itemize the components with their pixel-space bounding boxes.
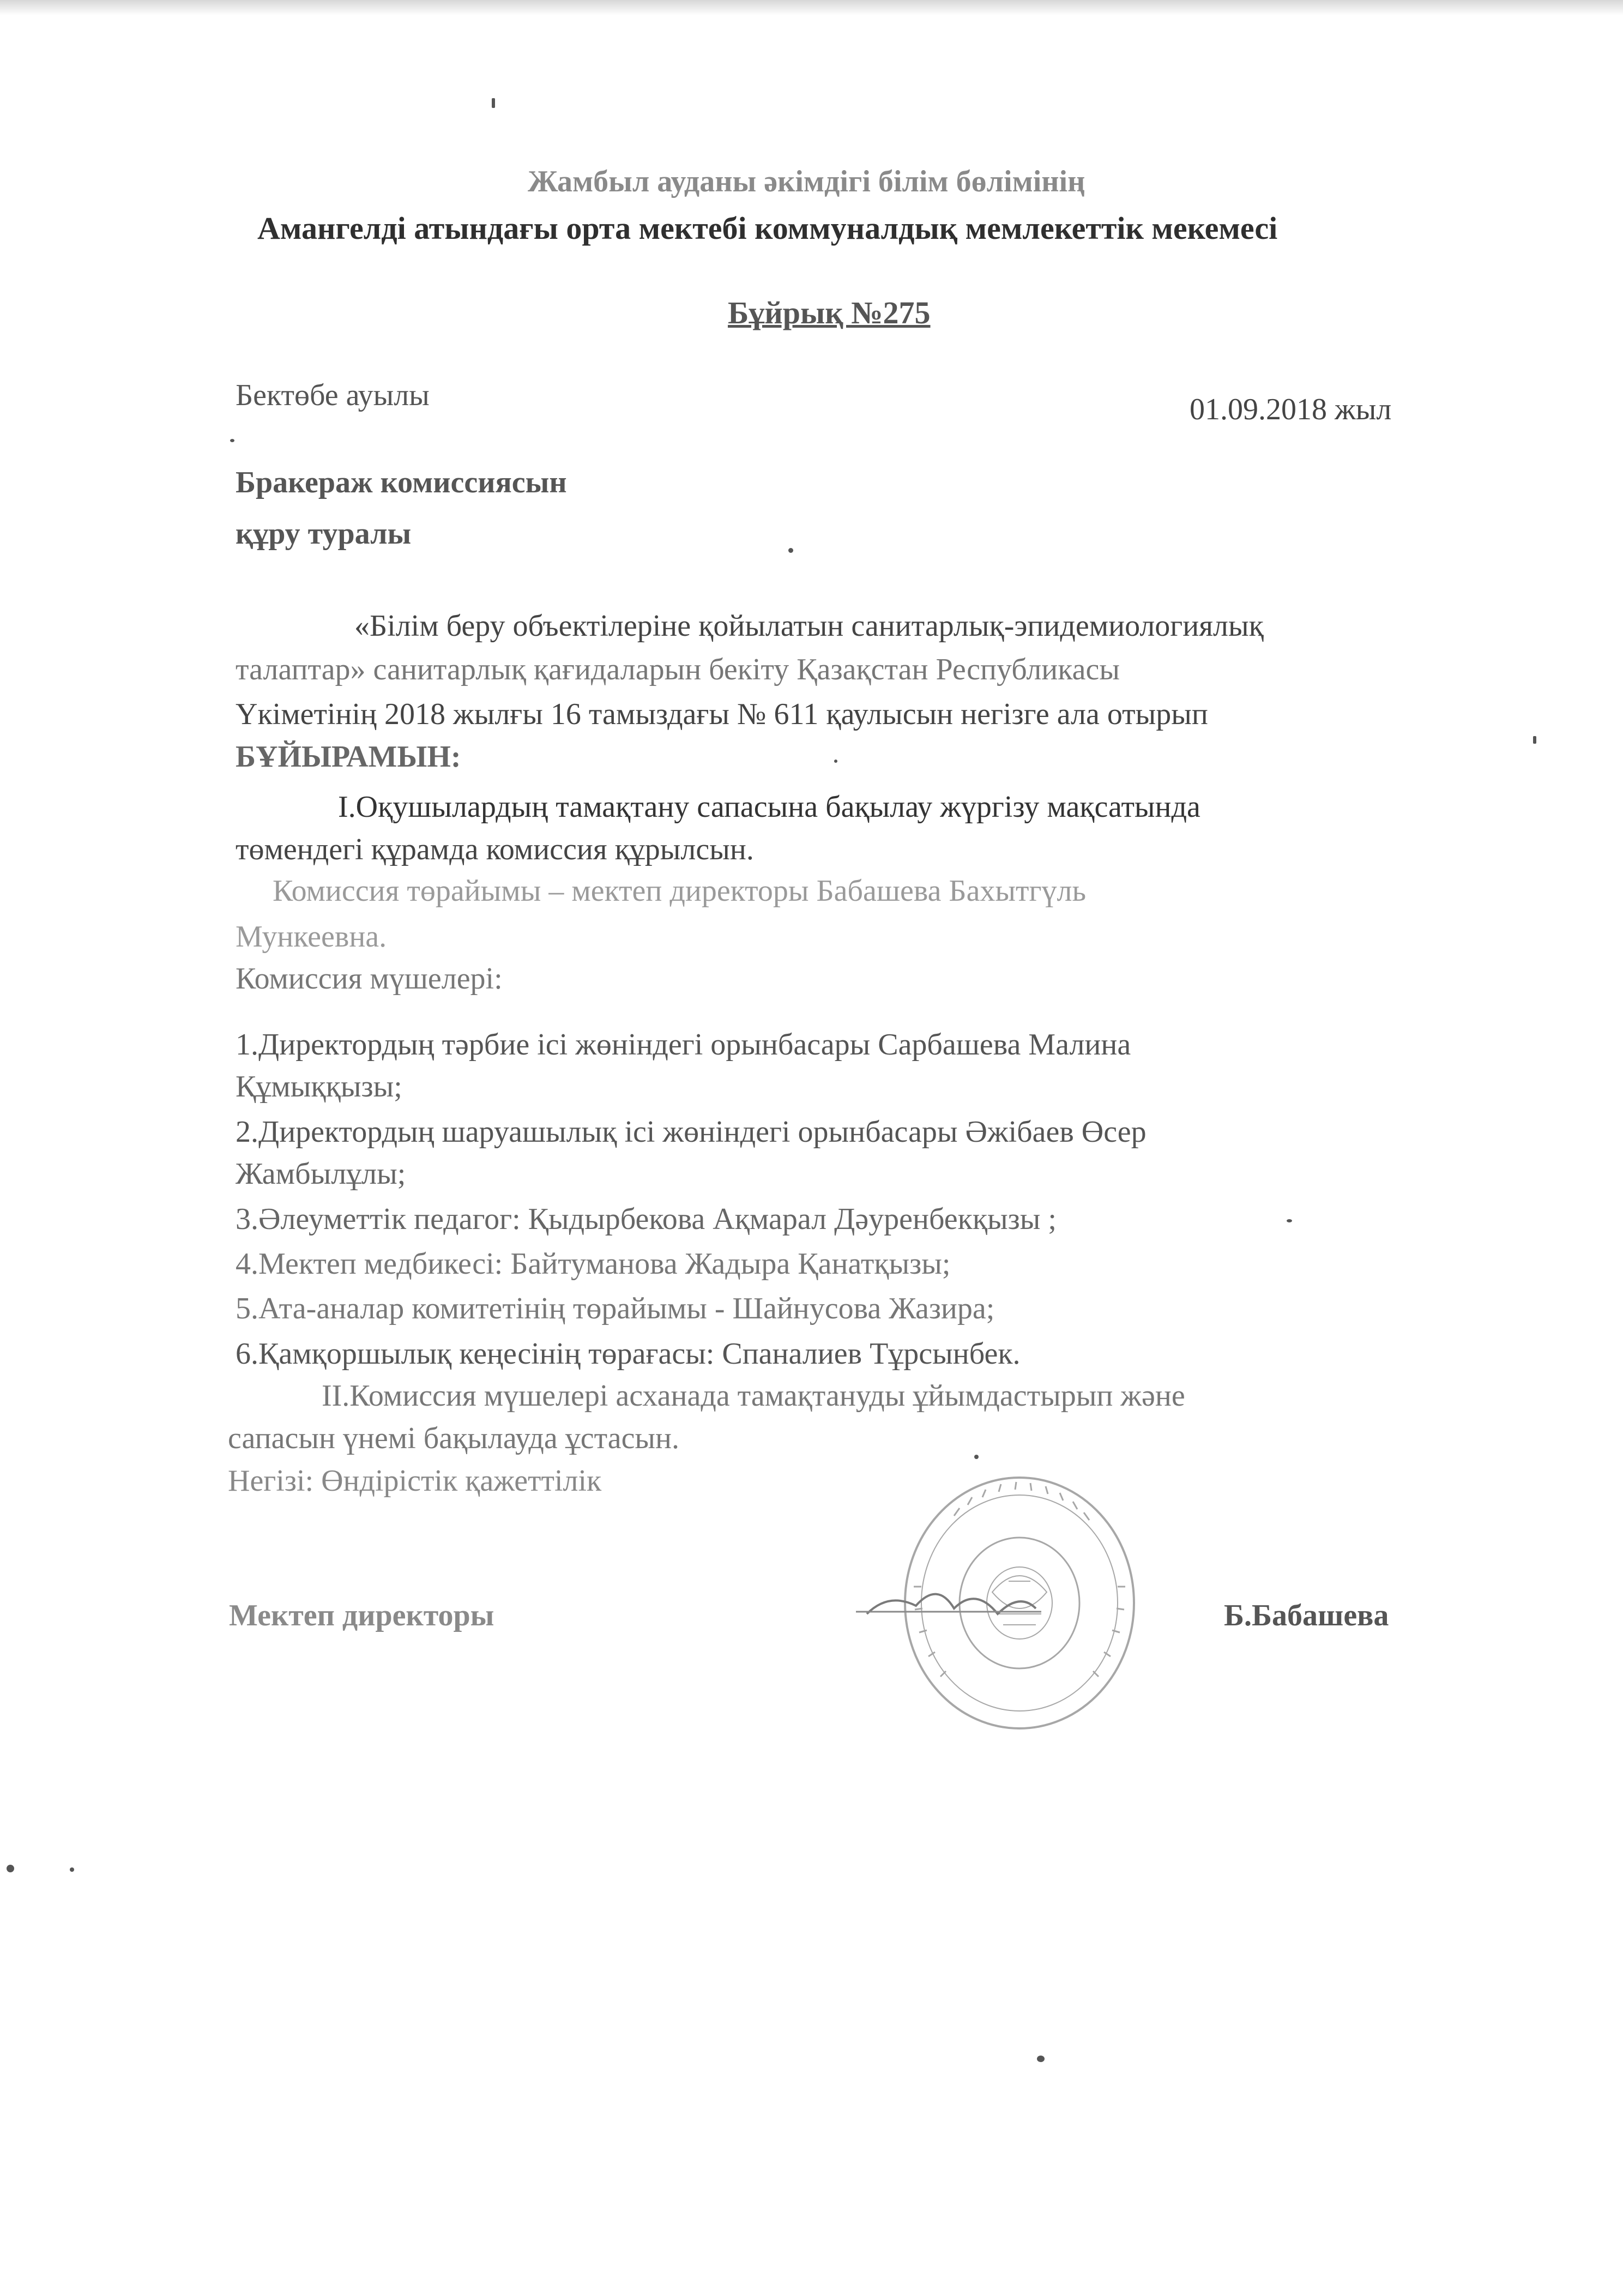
member-4: 4.Мектеп медбикесі: Байтуманова Жадыра Қанатқызы; — [236, 1247, 951, 1281]
header-line-1: Жамбыл ауданы әкімдігі білім бөлімінің — [528, 165, 1085, 198]
scan-edge-shadow — [0, 0, 1623, 15]
member-3: 3.Әлеуметтік педагог: Қыдырбекова Ақмарал Дәуренбекқызы ; — [236, 1202, 1057, 1236]
members-label: Комиссия мүшелері: — [236, 962, 503, 996]
signature-name: Б.Бабашева — [1224, 1599, 1389, 1632]
signature-role: Мектеп директоры — [229, 1599, 494, 1632]
intro-line-2: талаптар» санитарлық қағидаларын бекіту Қазақстан Республикасы — [236, 653, 1120, 686]
member-2-line-1: 2.Директордың шаруашылық ісі жөніндегі орынбасары Әжібаев Өсер — [236, 1115, 1147, 1149]
intro-line-1: «Білім беру объектілеріне қойылатын санитарлық-эпидемиологиялық — [354, 609, 1264, 643]
paragraph-1-line-1: I.Оқушылардың тамақтану сапасына бақылау жүргізу мақсатында — [338, 790, 1200, 824]
paragraph-2-line-1: II.Комиссия мүшелері асханада тамақтануды ұйымдастырып және — [322, 1379, 1185, 1413]
basis: Негізі: Өндірістік қажеттілік — [228, 1464, 602, 1498]
official-seal-icon — [856, 1450, 1150, 1756]
member-2-line-2: Жамбылұлы; — [236, 1157, 406, 1191]
member-5: 5.Ата-аналар комитетінің төрайымы - Шайнусова Жазира; — [236, 1292, 995, 1325]
member-1-line-2: Құмыққызы; — [236, 1070, 402, 1104]
paragraph-1-line-2: төмендегі құрамда комиссия құрылсын. — [236, 833, 754, 866]
header-line-2: Амангелді атындағы орта мектебі коммуналдық мемлекеттік мекемесі — [257, 210, 1278, 246]
intro-line-3: Үкіметінің 2018 жылғы 16 тамыздағы № 611 қаулысын негізге ала отырып — [236, 697, 1208, 731]
order-title: Бұйрық №275 — [728, 295, 931, 330]
member-6: 6.Қамқоршылық кеңесінің төрағасы: Спаналиев Тұрсынбек. — [236, 1337, 1021, 1371]
place: Бектөбе ауылы — [236, 378, 430, 412]
subject-line-2: құру туралы — [236, 517, 412, 551]
paragraph-2-line-2: сапасын үнемі бақылауда ұстасын. — [228, 1421, 680, 1455]
chair-line-1: Комиссия төрайымы – мектеп директоры Бабашева Бахытгүль — [273, 874, 1086, 908]
order-word: БҰЙЫРАМЫН: — [236, 740, 461, 774]
subject-line-1: Бракераж комиссиясын — [236, 466, 567, 499]
member-1-line-1: 1.Директордың тәрбие ісі жөніндегі орынбасары Сарбашева Малина — [236, 1028, 1131, 1062]
date: 01.09.2018 жыл — [1190, 393, 1392, 426]
chair-line-2: Мункеевна. — [236, 920, 387, 954]
